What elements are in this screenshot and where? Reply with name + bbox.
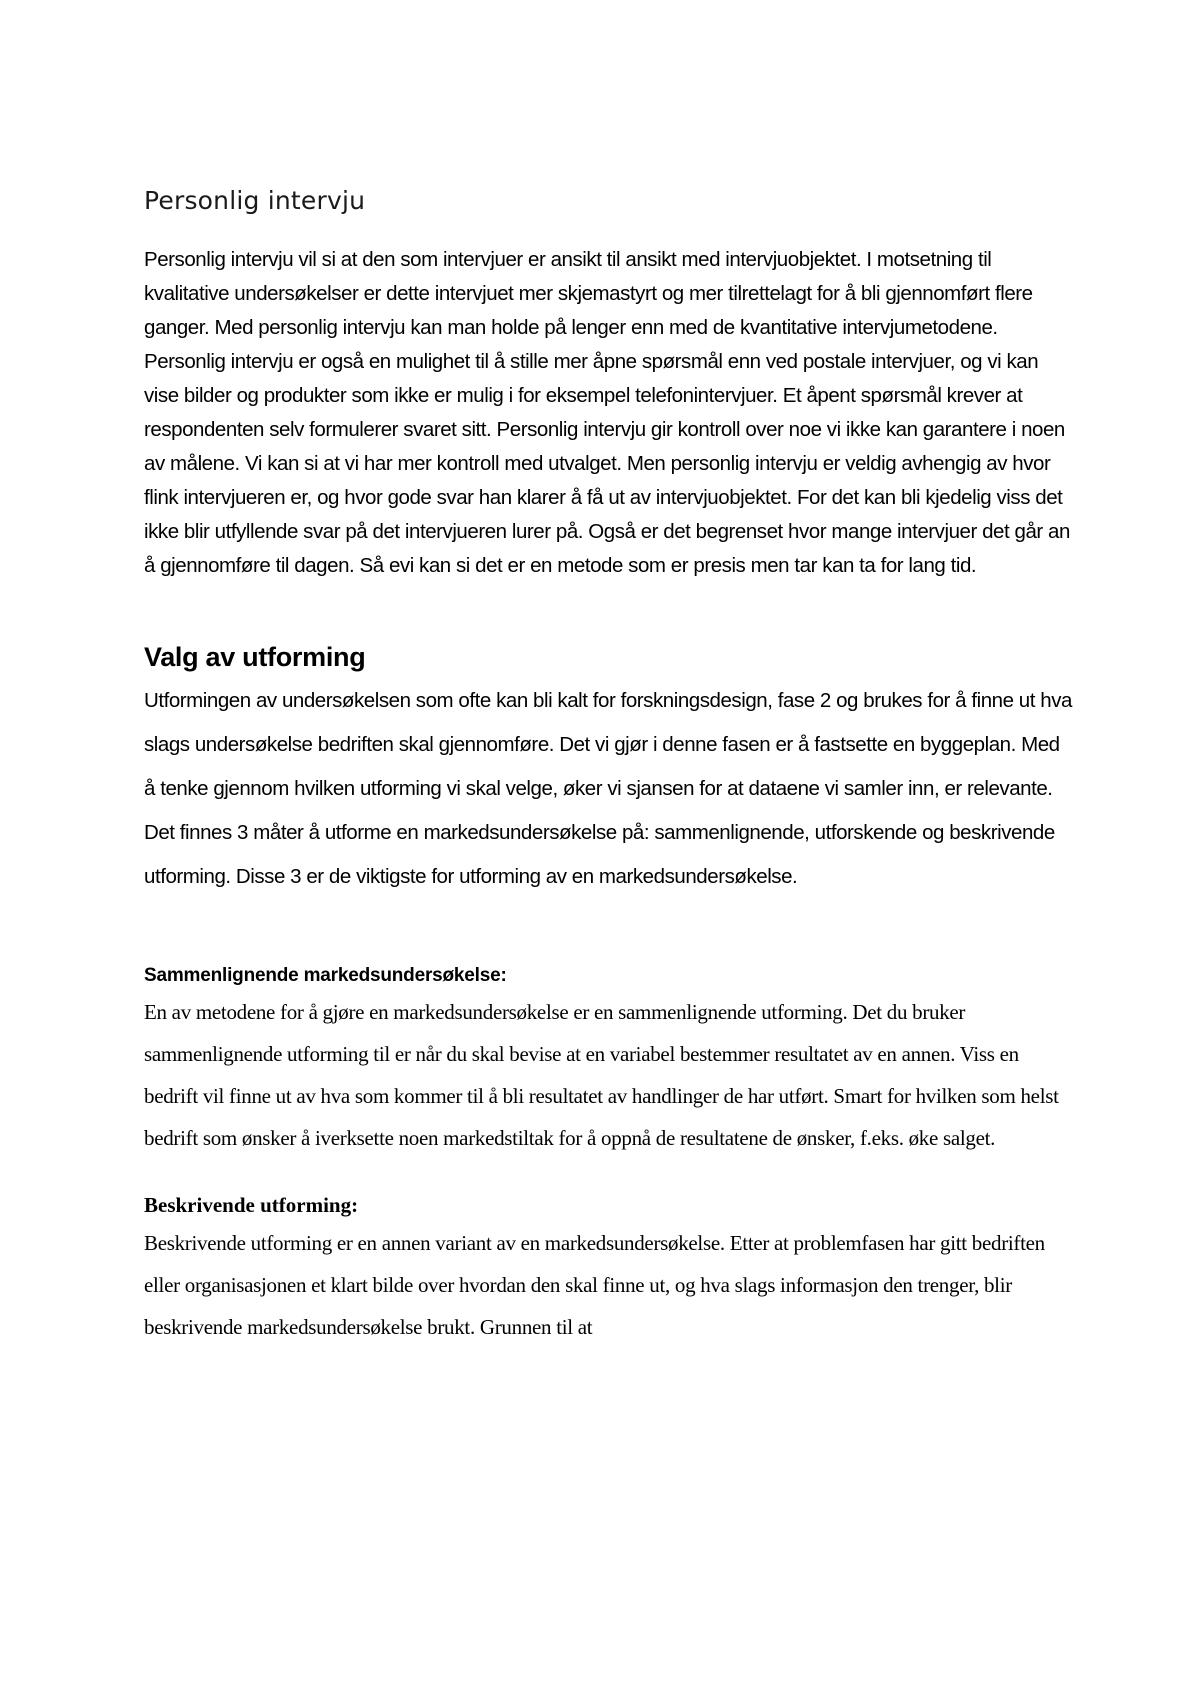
section-personlig-intervju <box>144 186 1074 583</box>
section-paragraph: Beskrivende utforming er en annen variant av en markedsundersøkelse. Etter at problemfasen har gitt bedriften eller organisasjonen et klart bilde over hvordan den skal finne ut, og hva slags informasjon den trenger, blir beskrivende markedsundersøkelse brukt. Grunnen til at <box>144 1231 1045 1339</box>
section-beskrivende <box>144 1193 1074 1348</box>
section-paragraph: Utformingen av undersøkelsen som ofte kan bli kalt for forskningsdesign, fase 2 og brukes for å finne ut hva slags undersøkelse bedriften skal gjennomføre. Det vi gjør i denne fasen er å fastsette en byggeplan. Med å tenke gjennom hvilken utforming vi skal velge, øker vi sjansen for at dataene vi samler inn, er relevante. Det finnes 3 måter å utforme en markedsundersøkelse på: sammenlignende, utforskende og beskrivende utforming. Disse 3 er de viktigste for utforming av en markedsundersøkelse. <box>144 689 1072 888</box>
section-sammenlignende <box>144 965 1074 1159</box>
section-paragraph: En av metodene for å gjøre en markedsundersøkelse er en sammenlignende utforming. Det du bruker sammenlignende utforming til er når du skal bevise at en variabel bestemmer resultatet av en annen. Viss en bedrift vil finne ut av hva som kommer til å bli resultatet av handlinger de har utført. Smart for hvilken som helst bedrift som ønsker å iverksette noen markedstiltak for å oppnå de resultatene de ønsker, f.eks. øke salget. <box>144 1000 1059 1150</box>
section-heading: Personlig intervju <box>144 186 366 215</box>
document-body <box>144 186 1074 1348</box>
subsection-heading: Beskrivende utforming: <box>144 1193 359 1217</box>
section-valg-av-utforming <box>144 642 1074 899</box>
section-heading: Valg av utforming <box>144 642 366 672</box>
subsection-heading: Sammenlignende markedsundersøkelse: <box>144 965 507 986</box>
section-paragraph: Personlig intervju vil si at den som intervjuer er ansikt til ansikt med intervjuobjektet. I motsetning til kvalitative undersøkelser er dette intervjuet mer skjemastyrt og mer tilrettelagt for å bli gjennomført flere ganger. Med personlig intervju kan man holde på lenger enn med de kvantitative intervjumetodene. Personlig intervju er også en mulighet til å stille mer åpne spørsmål enn ved postale intervjuer, og vi kan vise bilder og produkter som ikke er mulig i for eksempel telefonintervjuer. Et åpent spørsmål krever at respondenten selv formulerer svaret sitt. Personlig intervju gir kontroll over noe vi ikke kan garantere i noen av målene. Vi kan si at vi har mer kontroll med utvalget. Men personlig intervju er veldig avhengig av hvor flink intervjueren er, og hvor gode svar han klarer å få ut av intervjuobjektet. For det kan bli kjedelig viss det ikke blir utfyllende svar på det intervjueren lurer på. Også er det begrenset hvor mange intervjuer det går an å gjennomføre til dagen. Så evi kan si det er en metode som er presis men tar kan ta for lang tid. <box>144 248 1070 577</box>
